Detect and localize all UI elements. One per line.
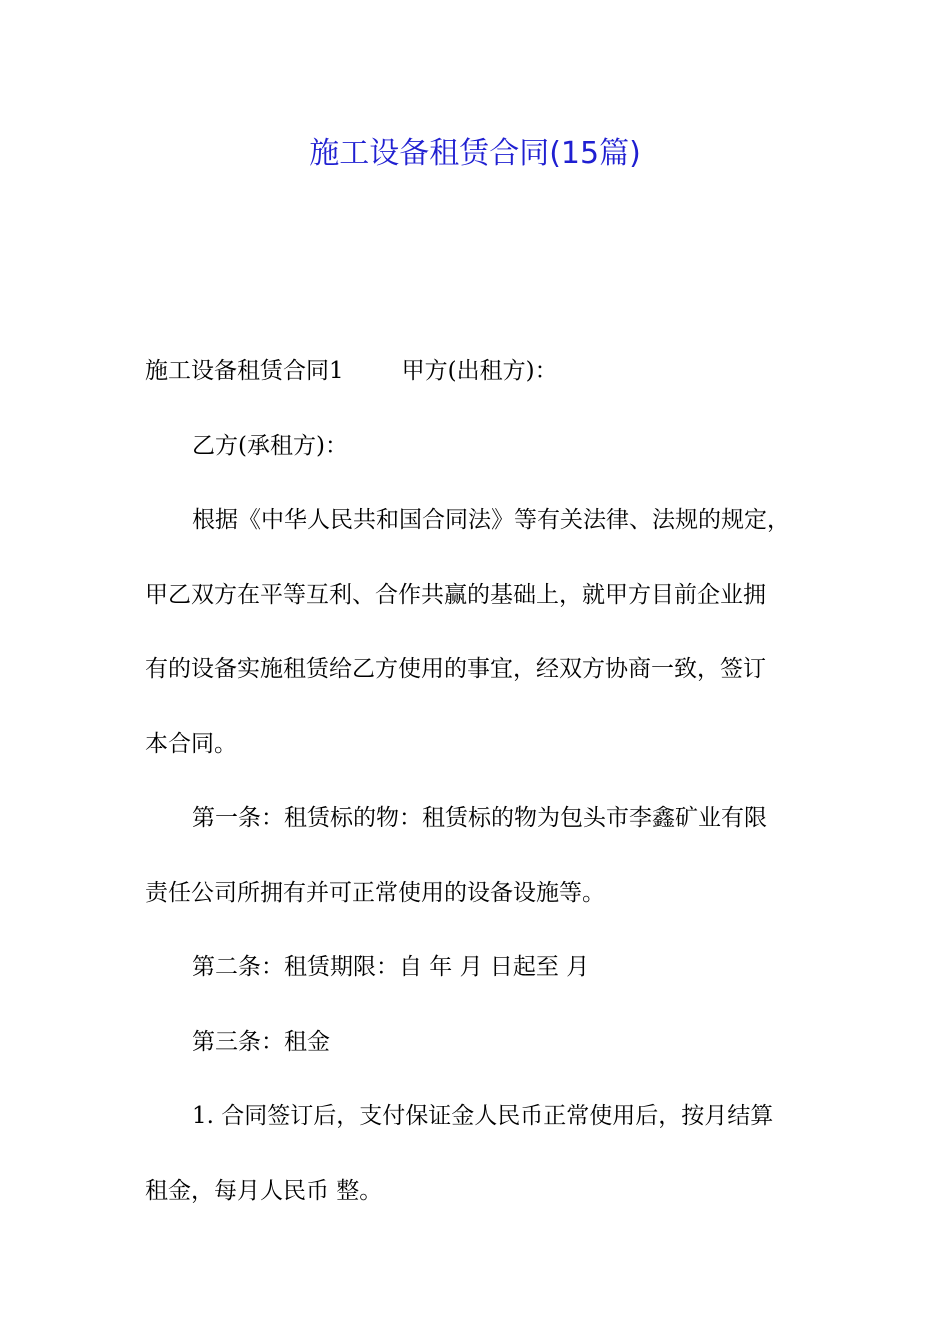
paragraph-line: 甲乙双方在平等互利、合作共赢的基础上，就甲方目前企业拥: [145, 581, 766, 608]
paragraph-line: 有的设备实施租赁给乙方使用的事宜，经双方协商一致，签订: [145, 656, 766, 682]
article-two-line: 第二条：租赁期限：自 年 月 日起至 月: [192, 954, 590, 980]
document-body: [145, 334, 825, 1228]
paragraph-line: 租金，每月人民币 整。: [145, 1177, 383, 1204]
paragraph-line: 本合同。: [145, 730, 237, 757]
document-title: 施工设备租赁合同(15篇): [309, 136, 641, 171]
article-three-line: 第三条：租金: [192, 1028, 330, 1055]
party-a-label: 甲方(出租方)：: [401, 358, 558, 384]
contract-heading: 施工设备租赁合同1: [145, 358, 344, 384]
party-b-label: 乙方(承租方)：: [192, 432, 348, 459]
article-one-line: 第一条：租赁标的物：租赁标的物为包头市李鑫矿业有限: [192, 805, 767, 831]
paragraph-line: 责任公司所拥有并可正常使用的设备设施等。: [145, 879, 605, 906]
paragraph-line: [145, 334, 825, 409]
list-item-line: 1. 合同签订后，支付保证金人民币正常使用后，按月结算: [192, 1103, 774, 1129]
paragraph-line: 根据《中华人民共和国合同法》等有关法律、法规的规定，: [192, 507, 790, 533]
